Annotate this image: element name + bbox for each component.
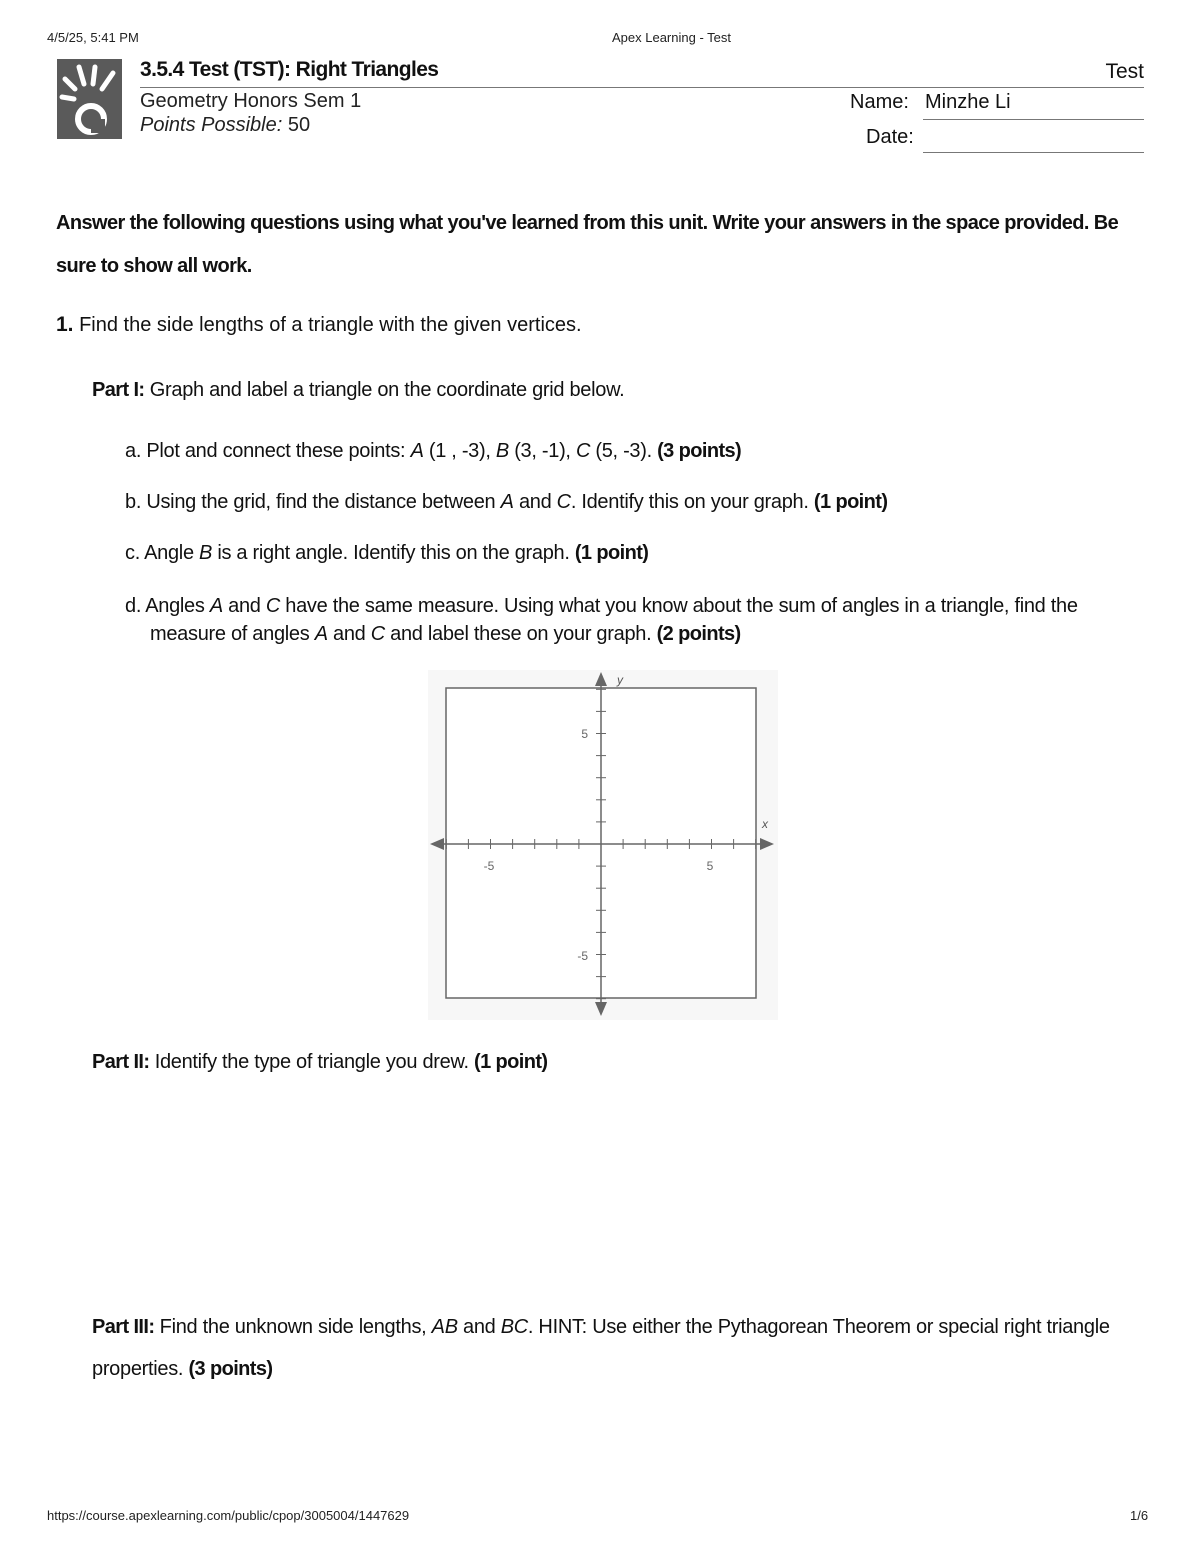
- y-tick-label-neg5: -5: [577, 949, 588, 963]
- item-d-mid2: have the same measure. Using what you know about the sum of angles in a triangle, find the measure of angles: [150, 595, 1078, 645]
- item-d-point-a2: A: [314, 623, 328, 645]
- name-label: Name:: [850, 91, 909, 113]
- instructions: Answer the following questions using what you've learned from this unit. Write your answers in the space provided. Be sure to show all work.: [56, 212, 1119, 277]
- part-3-mid: and: [457, 1316, 501, 1338]
- part-1-label: Part I:: [92, 379, 145, 401]
- item-d-lead: d. Angles: [125, 595, 210, 617]
- question-1: [56, 313, 582, 337]
- part-3-label: Part III:: [92, 1316, 155, 1338]
- item-b-point-c: C: [556, 491, 571, 513]
- y-axis-label: y: [617, 673, 623, 687]
- item-b-points: (1 point): [813, 491, 888, 513]
- item-d-mid1: and: [222, 595, 266, 617]
- item-c-point-b: B: [199, 542, 213, 564]
- item-d-mid3: and: [327, 623, 371, 645]
- point-b-coords: (3, -1),: [508, 440, 576, 462]
- doc-type-label: Test: [1105, 60, 1144, 83]
- item-c: [125, 542, 648, 565]
- part-3-text2: . HINT: Use either the Pythagorean Theorem or special right triangle properties.: [92, 1316, 1110, 1380]
- part-3-points: (3 points): [188, 1358, 273, 1380]
- title-rule: [140, 87, 1144, 88]
- points-possible: [140, 114, 310, 137]
- item-b-point-a: A: [500, 491, 514, 513]
- item-d-tail: and label these on your graph.: [384, 623, 657, 645]
- question-prompt: Find the side lengths of a triangle with the given vertices.: [79, 314, 582, 336]
- course-name: Geometry Honors Sem 1: [140, 90, 362, 112]
- date-underline: [923, 152, 1144, 153]
- y-tick-label-5: 5: [581, 727, 588, 741]
- item-c-lead: c. Angle: [125, 542, 200, 564]
- item-b-lead: b. Using the grid, find the distance between: [125, 491, 501, 513]
- part-1: [92, 379, 624, 402]
- point-c-coords: (5, -3).: [590, 440, 658, 462]
- item-b-mid: and: [513, 491, 557, 513]
- point-c-label: C: [575, 440, 591, 462]
- item-a: [125, 440, 741, 463]
- footer-url: https://course.apexlearning.com/public/cpop/3005004/1447629: [47, 1508, 410, 1523]
- item-a-lead: a. Plot and connect these points:: [125, 440, 411, 462]
- x-tick-label-5: 5: [706, 859, 714, 873]
- item-d-point-a: A: [209, 595, 223, 617]
- item-d: [125, 592, 1140, 648]
- coordinate-grid[interactable]: [428, 670, 778, 1020]
- date-label: Date:: [866, 126, 914, 148]
- part-2-text: Identify the type of triangle you drew.: [154, 1051, 475, 1073]
- item-b: [125, 491, 887, 514]
- side-ab: AB: [431, 1316, 458, 1338]
- part-2-label: Part II:: [92, 1051, 150, 1073]
- x-tick-label-neg5: -5: [483, 859, 495, 873]
- points-value: 50: [287, 114, 311, 136]
- question-number: 1.: [56, 313, 74, 336]
- item-b-tail: . Identify this on your graph.: [570, 491, 814, 513]
- test-title: 3.5.4 Test (TST): Right Triangles: [140, 58, 439, 81]
- item-a-points: (3 points): [657, 440, 742, 462]
- apex-logo: [57, 59, 122, 139]
- point-a-label: A: [410, 440, 424, 462]
- name-underline: [923, 119, 1144, 120]
- item-d-point-c: C: [265, 595, 281, 617]
- side-bc: BC: [500, 1316, 528, 1338]
- part-3: [92, 1306, 1152, 1390]
- item-c-points: (1 point): [574, 542, 649, 564]
- item-d-point-c2: C: [370, 623, 385, 645]
- print-page-title: Apex Learning - Test: [612, 30, 731, 45]
- footer-page-number: 1/6: [1130, 1508, 1149, 1523]
- item-c-tail: is a right angle. Identify this on the graph.: [212, 542, 575, 564]
- item-d-points: (2 points): [656, 623, 741, 645]
- point-b-label: B: [495, 440, 509, 462]
- part-2-answer-space[interactable]: [92, 1090, 1142, 1280]
- point-a-coords: (1 , -3),: [423, 440, 496, 462]
- part-3-text1: Find the unknown side lengths,: [154, 1316, 432, 1338]
- points-label: Points Possible:: [140, 114, 283, 136]
- print-datetime: 4/5/25, 5:41 PM: [47, 30, 139, 45]
- part-1-text: Graph and label a triangle on the coordinate grid below.: [149, 379, 625, 401]
- part-2: [92, 1051, 547, 1074]
- x-axis-label: x: [762, 817, 768, 831]
- name-field[interactable]: Minzhe Li: [925, 91, 1011, 113]
- part-2-points: (1 point): [474, 1051, 548, 1073]
